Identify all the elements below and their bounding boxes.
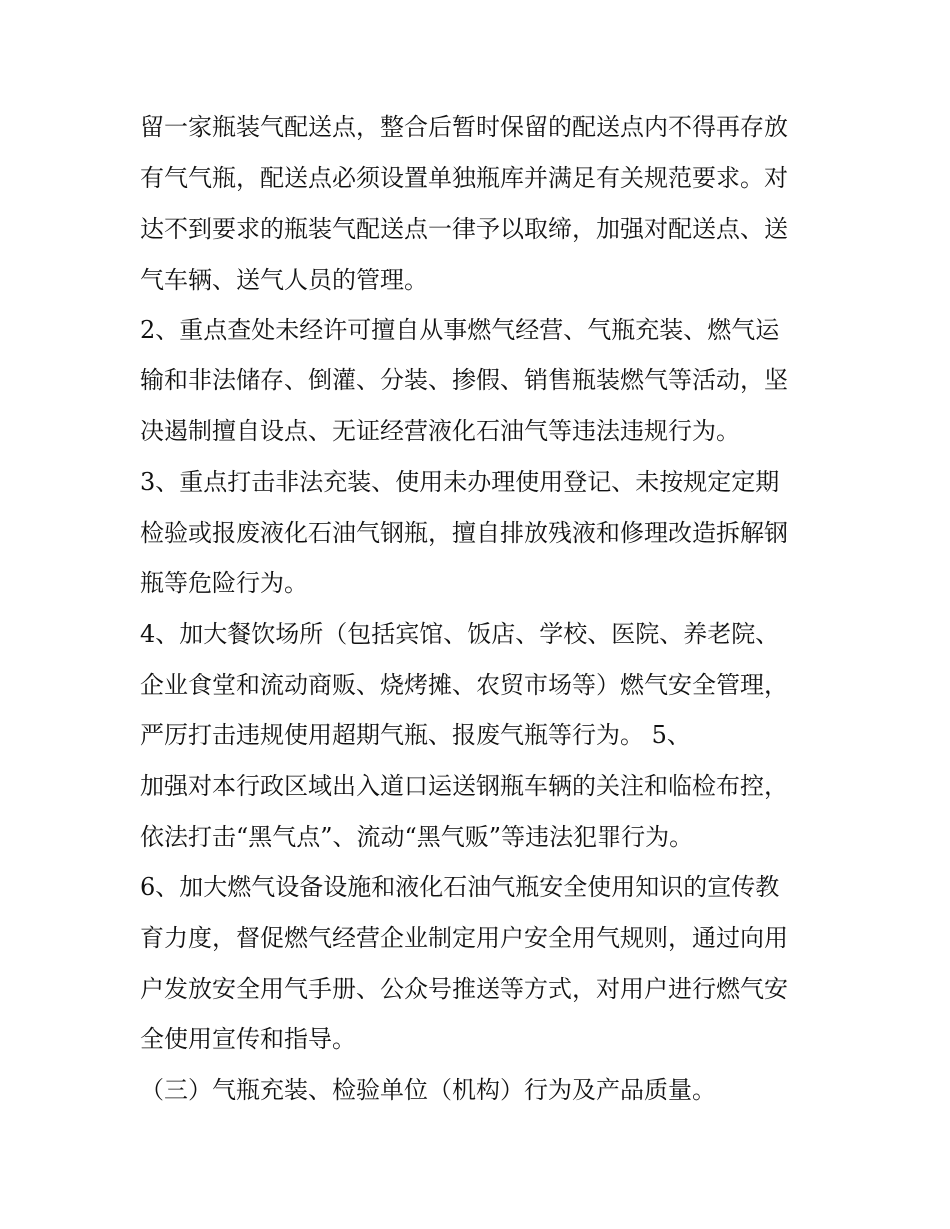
text-line: 3、重点打击非法充装、使用未办理使用登记、未按规定定期 xyxy=(140,468,780,496)
text-line: 依法打击“黑气点”、流动“黑气贩”等违法犯罪行为。 xyxy=(140,823,694,851)
text-line: 全使用宣传和指导。 xyxy=(140,1025,356,1053)
text-line: 户发放安全用气手册、公众号推送等方式，对用户进行燃气安 xyxy=(140,975,788,1003)
text-line: 4、加大餐饮场所（包括宾馆、饭店、学校、医院、养老院、 xyxy=(140,620,780,648)
text-line: 严厉打击违规使用超期气瓶、报废气瓶等行为。 5、 xyxy=(140,721,691,749)
text-line: 检验或报废液化石油气钢瓶，擅自排放残液和修理改造拆解钢 xyxy=(140,519,788,547)
text-line: 决遏制擅自设点、无证经营液化石油气等违法违规行为。 xyxy=(140,417,740,445)
text-line: 加强对本行政区域出入道口运送钢瓶车辆的关注和临检布控， xyxy=(140,772,788,800)
text-line: 瓶等危险行为。 xyxy=(140,569,308,597)
section-heading: （三）气瓶充装、检验单位（机构）行为及产品质量。 xyxy=(140,1076,716,1104)
text-line: 达不到要求的瓶装气配送点一律予以取缔，加强对配送点、送 xyxy=(140,215,788,243)
text-line: 6、加大燃气设备设施和液化石油气瓶安全使用知识的宣传教 xyxy=(140,873,780,901)
text-line: 气车辆、送气人员的管理。 xyxy=(140,266,428,294)
text-line: 企业食堂和流动商贩、烧烤摊、农贸市场等）燃气安全管理， xyxy=(140,671,788,699)
text-line: 输和非法储存、倒灌、分装、掺假、销售瓶装燃气等活动，坚 xyxy=(140,366,788,394)
text-line: 有气气瓶，配送点必须设置单独瓶库并满足有关规范要求。对 xyxy=(140,164,788,192)
text-line: 育力度，督促燃气经营企业制定用户安全用气规则，通过向用 xyxy=(140,924,788,952)
text-line: 留一家瓶装气配送点，整合后暂时保留的配送点内不得再存放 xyxy=(140,113,788,141)
text-line: 2、重点查处未经许可擅自从事燃气经营、气瓶充装、燃气运 xyxy=(140,316,780,344)
